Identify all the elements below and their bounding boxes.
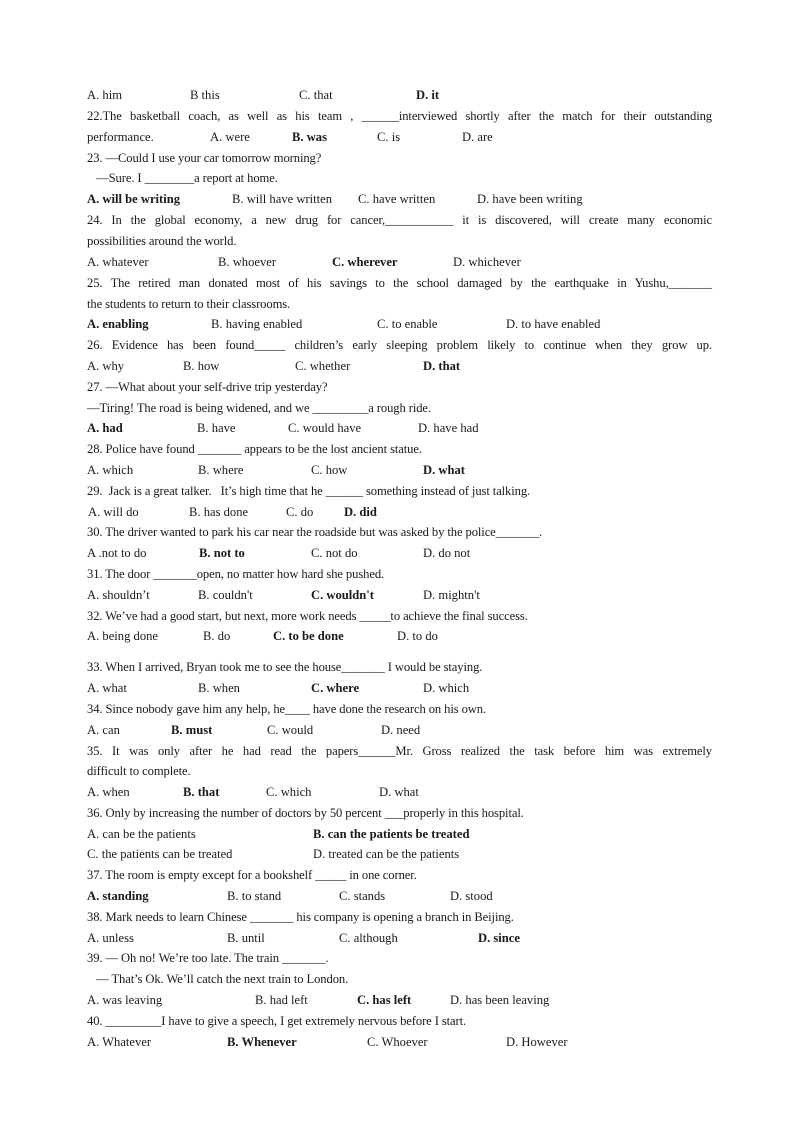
question-text-line: 33. When I arrived, Bryan took me to see the house_______ I would be staying. [87, 660, 483, 674]
answer-option: D. to do [397, 629, 438, 643]
answer-option: D. which [423, 681, 470, 695]
answer-option: D. mightn't [423, 588, 480, 602]
question-text-line: difficult to complete. [87, 764, 191, 778]
answer-option-correct: C. wherever [332, 255, 398, 269]
answer-options-row [87, 315, 712, 333]
question-text-line: 23. —Could I use your car tomorrow morning? [87, 151, 322, 165]
answer-option: C. how [311, 463, 348, 477]
answer-option: A. why [87, 359, 125, 373]
answer-option: A. were [210, 130, 250, 144]
answer-option: A. when [87, 785, 130, 799]
answer-option: B. had left [255, 993, 308, 1007]
answer-option: D. need [381, 723, 421, 737]
question-text-line: 22.The basketball coach, as well as his team , ______interviewed shortly after the match for their outstanding [87, 109, 712, 123]
answer-option: C. that [299, 88, 333, 102]
answer-options-row [87, 190, 712, 208]
answer-options-row [87, 544, 712, 562]
answer-option: A. will do [88, 505, 139, 519]
question-text-line: —Tiring! The road is being widened, and we _________a rough ride. [87, 401, 431, 415]
question-text-line: 31. The door _______open, no matter how hard she pushed. [87, 567, 385, 581]
answer-option: C. is [377, 130, 401, 144]
question-text-line: 38. Mark needs to learn Chinese _______ his company is opening a branch in Beijing. [87, 910, 514, 924]
answer-option-correct: B. not to [199, 546, 245, 560]
question-text-line: 36. Only by increasing the number of doctors by 50 percent ___properly in this hospital. [87, 806, 524, 820]
answer-option: B this [190, 88, 220, 102]
answer-option: A. Whatever [87, 1035, 152, 1049]
answer-option: D. what [379, 785, 419, 799]
answer-options-row [87, 887, 712, 905]
answer-option-correct: A. will be writing [87, 192, 181, 206]
answer-option: D. to have enabled [506, 317, 601, 331]
answer-option: C. stands [339, 889, 386, 903]
question-text-line: 40. _________I have to give a speech, I get extremely nervous before I start. [87, 1014, 467, 1028]
answer-option: A. was leaving [87, 993, 163, 1007]
answer-option-correct: A. enabling [87, 317, 149, 331]
answer-options-row [87, 253, 712, 271]
answer-options-row [87, 991, 712, 1009]
answer-options-row [87, 1033, 712, 1051]
question-text-line: the students to return to their classrooms. [87, 297, 291, 311]
question-text-line: 37. The room is empty except for a bookshelf _____ in one corner. [87, 868, 417, 882]
answer-options-row [87, 783, 712, 801]
answer-option: A. being done [87, 629, 158, 643]
answer-option: A. him [87, 88, 122, 102]
answer-option: A. can [87, 723, 120, 737]
answer-options-row [87, 721, 712, 739]
answer-option: D. do not [423, 546, 471, 560]
answer-option: A. shouldn’t [87, 588, 150, 602]
answer-option-correct: C. has left [357, 993, 412, 1007]
answer-options-row [87, 586, 712, 604]
answer-option: A. can be the patients [87, 827, 196, 841]
answer-option-correct: D. it [416, 88, 440, 102]
answer-option: A .not to do [87, 546, 147, 560]
answer-option: A. unless [87, 931, 134, 945]
answer-option: C. the patients can be treated [87, 847, 233, 861]
answer-option-correct: A. had [87, 421, 123, 435]
answer-option: D. have had [418, 421, 479, 435]
answer-option-correct: B. must [171, 723, 213, 737]
answer-option: C. would [267, 723, 314, 737]
answer-option-correct: B. that [183, 785, 220, 799]
answer-option: B. do [203, 629, 231, 643]
answer-options-row [87, 929, 712, 947]
answer-option: C. have written [358, 192, 436, 206]
question-text-line: 26. Evidence has been found_____ children’s early sleeping problem likely to continue when they grow up. [87, 338, 712, 352]
answer-option: D. are [462, 130, 493, 144]
question-text-line: 28. Police have found _______ appears to be the lost ancient statue. [87, 442, 422, 456]
answer-option: A. whatever [87, 255, 149, 269]
answer-option-correct: D. did [344, 505, 377, 519]
answer-option-correct: B. can the patients be treated [313, 827, 470, 841]
answer-option: B. how [183, 359, 220, 373]
question-text-line: 35. It was only after he had read the papers______Mr. Gross realized the task before him was extremely [87, 744, 712, 758]
answer-option-correct: D. since [478, 931, 520, 945]
question-text-line: 34. Since nobody gave him any help, he____ have done the research on his own. [87, 702, 487, 716]
answer-option: C. whether [295, 359, 351, 373]
answer-option: D. treated can be the patients [313, 847, 460, 861]
answer-option: C. not do [311, 546, 358, 560]
answer-option: A. which [87, 463, 134, 477]
answer-option-correct: D. that [423, 359, 461, 373]
question-text-line: — That’s Ok. We’ll catch the next train to London. [87, 972, 349, 986]
answer-option: D. whichever [453, 255, 521, 269]
question-text-line: 24. In the global economy, a new drug for cancer,___________ it is discovered, will create many economic [87, 213, 712, 227]
answer-option: A. what [87, 681, 127, 695]
answer-options-row [87, 503, 712, 521]
question-text-line: 39. — Oh no! We’re too late. The train _______. [87, 951, 329, 965]
answer-options-row [87, 825, 712, 843]
answer-options-row [87, 419, 712, 437]
answer-option: C. which [266, 785, 312, 799]
answer-option: C. to enable [377, 317, 438, 331]
question-text-line: 29. Jack is a great talker. It’s high time that he ______ something instead of just talking. [87, 484, 531, 498]
answer-option-correct: B. was [292, 130, 327, 144]
answer-option-correct: C. to be done [273, 629, 344, 643]
answer-option: D. has been leaving [450, 993, 550, 1007]
answer-option: B. having enabled [211, 317, 303, 331]
answer-option: C. do [286, 505, 314, 519]
answer-option: C. Whoever [367, 1035, 428, 1049]
answer-option: B. has done [189, 505, 249, 519]
answer-options-row [87, 86, 712, 104]
question-text-line: —Sure. I ________a report at home. [87, 171, 278, 185]
answer-option: D. However [506, 1035, 568, 1049]
answer-option: B. until [227, 931, 265, 945]
answer-option-correct: B. Whenever [227, 1035, 297, 1049]
answer-option-correct: D. what [423, 463, 465, 477]
answer-option: C. would have [288, 421, 362, 435]
answer-option: B. couldn't [198, 588, 253, 602]
answer-options-row [87, 627, 712, 645]
answer-option-correct: C. where [311, 681, 360, 695]
answer-options-row [87, 128, 712, 146]
answer-option: B. where [198, 463, 244, 477]
answer-options-row [87, 679, 712, 697]
answer-option: D. stood [450, 889, 493, 903]
question-text-line: 32. We’ve had a good start, but next, more work needs _____to achieve the final success. [87, 609, 528, 623]
answer-option: B. when [198, 681, 240, 695]
answer-options-row [87, 461, 712, 479]
question-text-line: 30. The driver wanted to park his car near the roadside but was asked by the police_______. [87, 525, 543, 539]
question-text-line: 25. The retired man donated most of his savings to the school damaged by the earthquake in Yushu,_______ [87, 276, 712, 290]
answer-options-row [87, 845, 712, 863]
answer-option: B. whoever [218, 255, 277, 269]
answer-option: B. will have written [232, 192, 333, 206]
answer-option-correct: C. wouldn't [311, 588, 374, 602]
question-text-line: 27. —What about your self-drive trip yesterday? [87, 380, 328, 394]
answer-options-row [87, 357, 712, 375]
answer-option: C. although [339, 931, 398, 945]
answer-option: performance. [87, 130, 154, 144]
answer-option-correct: A. standing [87, 889, 149, 903]
question-text-line: possibilities around the world. [87, 234, 237, 248]
answer-option: B. have [197, 421, 236, 435]
answer-option: B. to stand [227, 889, 282, 903]
answer-option: D. have been writing [477, 192, 583, 206]
